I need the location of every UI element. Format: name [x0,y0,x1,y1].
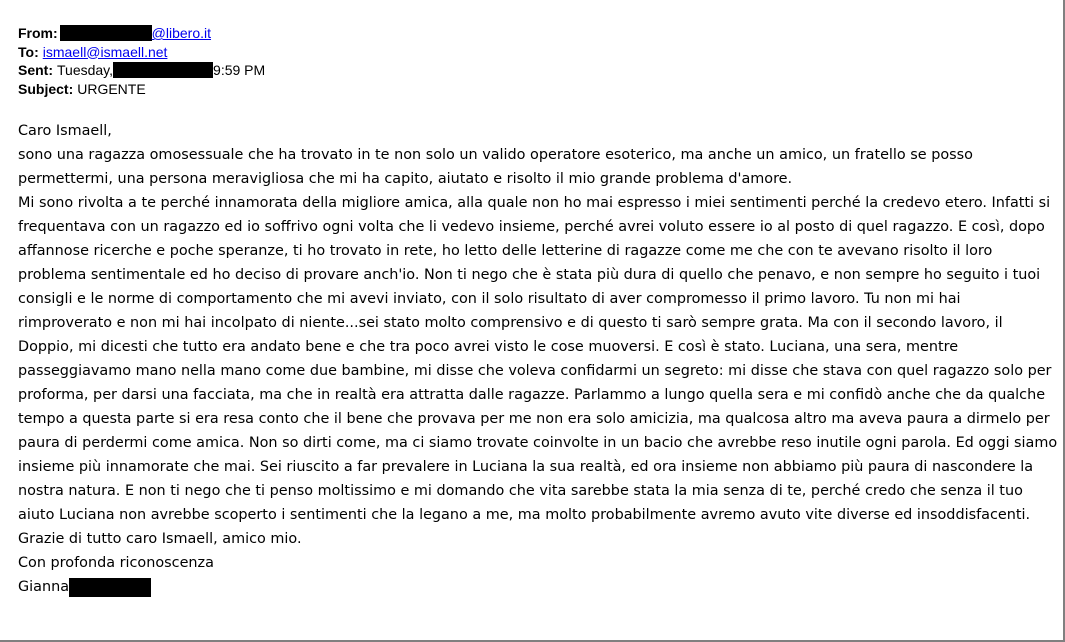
sent-day: Tuesday, [57,62,114,78]
paragraph-2: Mi sono rivolta a te perché innamorata della migliore amica, alla quale non ho mai espresso i miei sentimenti perché la credevo etero. Infatti si frequentava con un ragazzo ed io soffrivo ogni volta che li vedevo insieme, perché avrei voluto essere io al posto di quel ragazzo. E così, dopo affannose ricerche e poche speranze, ti ho trovato in rete, ho letto delle letterine di ragazze come me che con te avevano risolto il loro problema sentimentale ed ho deciso di provare anch'io. Non ti nego che è stata più dura di quello che penavo, e non sempre ho seguito i tuoi consigli e le norme di comportamento che mi avevi inviato, con il solo risultato di aver compromesso il primo lavoro. Tu non mi hai rimproverato e non mi hai incolpato di niente...sei stato molto comprensivo e di questo ti sarò sempre grata. Ma con il secondo lavoro, il Doppio, mi dicesti che tutto era andato bene e che tra poco avrei visto le cose muoversi. E così è stato. Luciana, una sera, mentre passeggiavamo mano nella mano come due bambine, mi disse che voleva confidarmi un segreto: mi disse che stava con quel ragazzo solo per proforma, per darsi una facciata, ma che in realtà era attratta dalle ragazze. Parlammo a lungo quella sera e mi confidò anche che da qualche tempo a questa parte si era resa conto che il bene che provava per me non era solo amicizia, ma qualcosa altro ma aveva paura a dirmelo per paura di perdermi come amica. Non so dirti come, ma ci siamo trovate coinvolte in un bacio che avrebbe reso inutile ogni parola. Ed oggi siamo insieme più innamorate che mai. Sei riuscito a far prevalere in Luciana la sua realtà, ed ora insieme non abbiamo più paura di nascondere la nostra natura. E non ti nego che ti penso moltissimo e mi domando che vita sarebbe stata la mia senza di te, perché credo che senza il tuo aiuto Luciana non avrebbe scoperto i sentimenti che la legano a me, ma molto probabilmente avremo avuto vite diverse ed insoddisfacenti. Grazie di tutto caro Ismaell, amico mio. [18,195,1058,547]
sent-label: Sent: [18,62,53,78]
to-label: To: [18,43,39,60]
email-body [18,119,1058,599]
redacted-surname [69,578,151,597]
sent-row [18,61,265,80]
to-email-link[interactable]: ismaell@ismaell.net [42,43,168,60]
redacted-from-user [60,25,152,41]
subject-label: Subject: [18,80,74,97]
closing: Con profonda riconoscenza [18,555,214,571]
greeting: Caro Ismaell, [18,123,112,139]
email-header [18,24,265,98]
subject-value: URGENTE [77,80,146,97]
from-row [18,24,265,43]
redacted-sent-date [113,62,213,78]
sent-time: 9:59 PM [213,62,266,78]
subject-row [18,80,265,99]
signature-line [18,575,1058,599]
to-row [18,43,265,62]
from-email-link[interactable]: @libero.it [151,25,212,41]
signature-name: Gianna [18,579,70,595]
from-label: From: [18,25,58,41]
paragraph-1: sono una ragazza omosessuale che ha trovato in te non solo un valido operatore esoterico, ma anche un amico, un fratello se posso permettermi, una persona meravigliosa che mi ha capito, aiutato e risolto il mio grande problema d'amore. [18,147,973,187]
